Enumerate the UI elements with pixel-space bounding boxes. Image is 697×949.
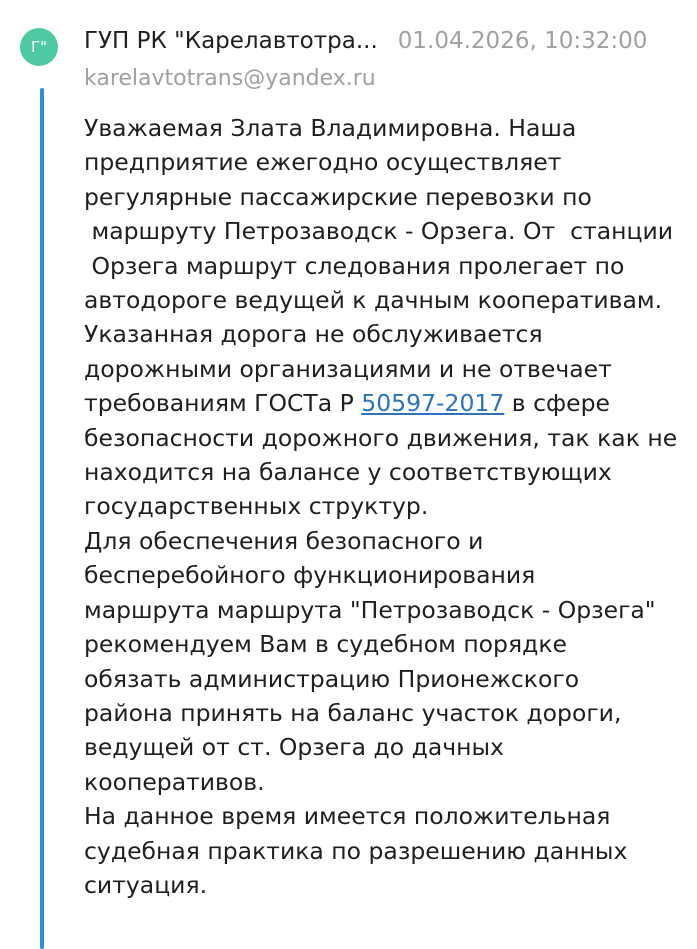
body-line: Указанная дорога не обслуживается	[84, 320, 543, 349]
body-line: находится на балансе у соответствующих	[84, 458, 612, 487]
sender-email[interactable]: karelavtotrans@yandex.ru	[84, 66, 376, 91]
gost-text-after: в сфере	[504, 389, 610, 418]
gost-link[interactable]: 50597-2017	[361, 389, 505, 418]
body-line-gost	[84, 386, 684, 420]
message-date: 01.04.2026, 10:32:00	[397, 28, 648, 54]
body-line: Для обеспечения безопасного и	[84, 526, 484, 555]
body-line: безопасности дорожного движения, так как не	[84, 423, 678, 452]
sender-name[interactable]: ГУП РК "Карелавтотра...	[84, 28, 378, 54]
body-line: Уважаемая Злата Владимировна. Наша	[84, 114, 577, 142]
body-line: судебная практика по разрешению данных	[84, 836, 628, 865]
body-line: ситуация.	[84, 870, 208, 899]
body-line: Орзега маршрут следования пролегает по	[84, 251, 625, 280]
body-line: района принять на баланс участок дороги,	[84, 698, 622, 727]
body-line: дорожными организациями и не отвечает	[84, 354, 612, 383]
body-line: автодороге ведущей к дачным кооперативам.	[84, 286, 663, 315]
quote-bar	[40, 88, 44, 949]
message-body	[84, 111, 684, 902]
body-line: регулярные пассажирские перевозки по	[84, 182, 592, 211]
body-line: кооперативов.	[84, 767, 265, 796]
body-line: предприятие ежегодно осуществляет	[84, 148, 562, 177]
gost-text-before: требованиям ГОСТа Р	[84, 389, 362, 418]
body-line: государственных структур.	[84, 492, 429, 521]
body-line: рекомендуем Вам в судебном порядке	[84, 630, 568, 659]
body-line: маршрута маршрута "Петрозаводск - Орзега"	[84, 595, 656, 624]
body-line: маршруту Петрозаводск - Орзега. От станции	[84, 217, 674, 246]
avatar[interactable]: Г"	[20, 28, 58, 66]
body-line: На данное время имеется положительная	[84, 802, 611, 831]
message-header	[84, 28, 674, 62]
body-line: бесперебойного функционирования	[84, 561, 536, 590]
body-line: ведущей от ст. Орзега до дачных	[84, 733, 504, 762]
body-line: обязать администрацию Прионежского	[84, 664, 580, 693]
